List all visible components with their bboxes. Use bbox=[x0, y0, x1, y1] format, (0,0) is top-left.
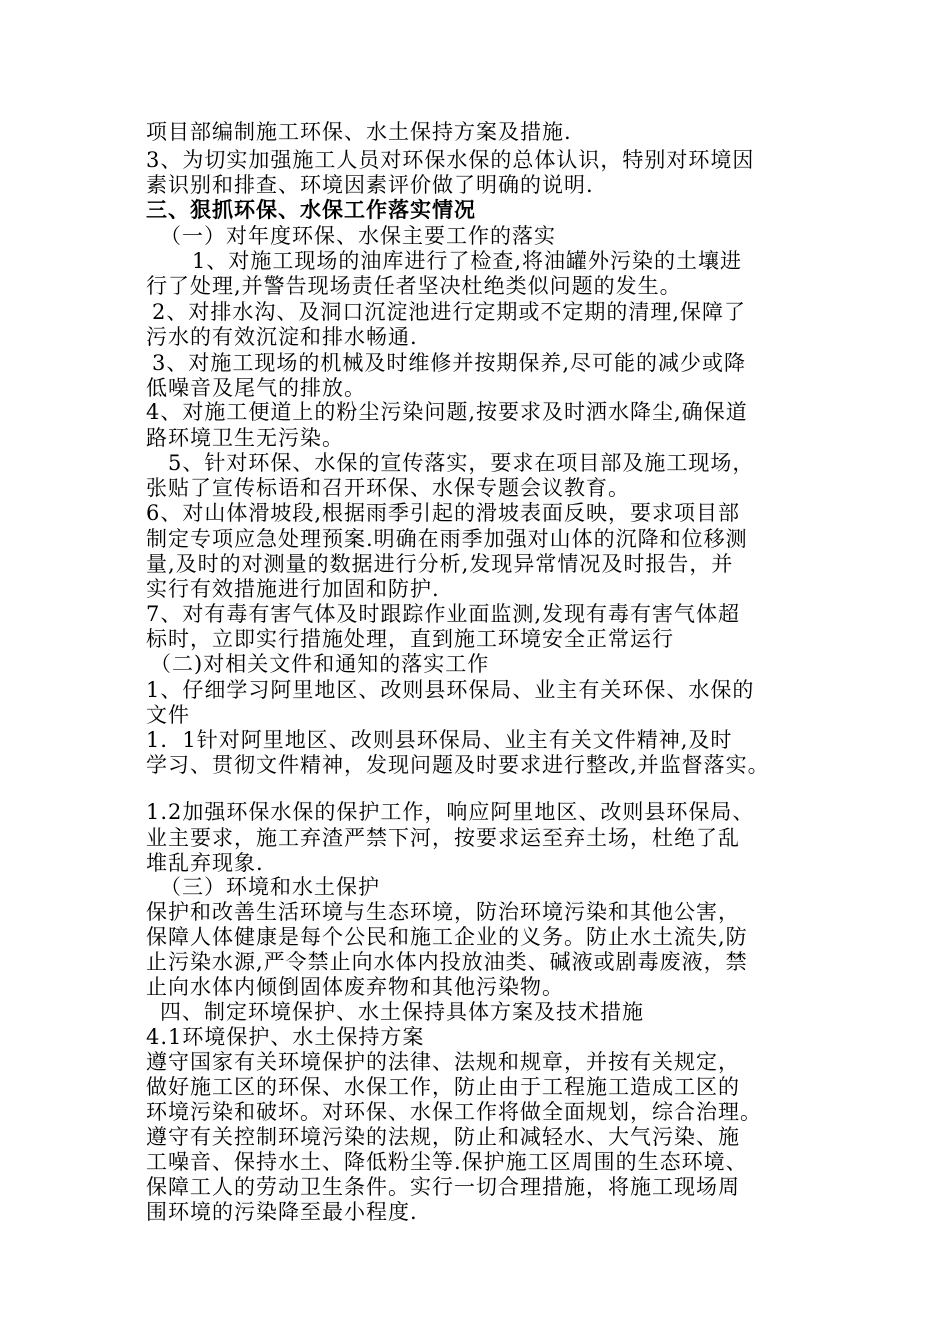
text-line: 3、为切实加强施工人员对环保水保的总体认识，特别对环境因 bbox=[146, 148, 755, 172]
text-line: 1、仔细学习阿里地区、改则县环保局、业主有关环保、水保的 bbox=[146, 678, 755, 702]
text-line: 制定专项应急处理预案.明确在雨季加强对山体的沉降和位移测 bbox=[146, 527, 748, 551]
text-line: 堆乱弃现象. bbox=[146, 851, 264, 875]
text-line: 行了处理,并警告现场责任者坚决杜绝类似问题的发生。 bbox=[146, 274, 682, 298]
subsection-heading: （二)对相关文件和通知的落实工作 bbox=[150, 652, 490, 676]
text-line: 张贴了宣传标语和召开环保、水保专题会议教育。 bbox=[146, 476, 630, 500]
text-line: 7、对有毒有害气体及时跟踪作业面监测,发现有毒有害气体超 bbox=[146, 602, 741, 626]
text-line: 保障工人的劳动卫生条件。实行一切合理措施，将施工现场周 bbox=[146, 1175, 740, 1199]
text-line: 工噪音、保持水土、降低粉尘等.保护施工区周围的生态环境、 bbox=[146, 1150, 748, 1174]
text-line: 环境污染和破坏。对环保、水保工作将做全面规划，综合治理。 bbox=[146, 1100, 762, 1124]
text-line: 学习、贯彻文件精神，发现问题及时要求进行整改,并监督落实。 bbox=[146, 753, 770, 777]
text-line: 保护和改善生活环境与生态环境，防治环境污染和其他公害， bbox=[146, 900, 740, 924]
text-line: 1、对施工现场的油库进行了检查,将油罐外污染的土壤进 bbox=[192, 249, 743, 273]
section-heading: 四、制定环境保护、水土保持具体方案及技术措施 bbox=[160, 1000, 644, 1024]
subsection-heading: （三）环境和水土保护 bbox=[160, 875, 380, 899]
text-line: 围环境的污染降至最小程度. bbox=[146, 1200, 418, 1224]
text-line: 1．1针对阿里地区、改则县环保局、业主有关文件精神,及时 bbox=[146, 728, 733, 752]
text-line: 6、对山体滑坡段,根据雨季引起的滑坡表面反映，要求项目部 bbox=[146, 501, 741, 525]
section-heading: 三、狠抓环保、水保工作落实情况 bbox=[146, 197, 476, 222]
text-line: 量,及时的对测量的数据进行分析,发现异常情况及时报告，并 bbox=[146, 552, 734, 576]
text-line: 止向水体内倾倒固体废弃物和其他污染物。 bbox=[146, 975, 564, 999]
text-line: 5、针对环保、水保的宣传落实，要求在项目部及施工现场， bbox=[168, 451, 755, 475]
text-line: 项目部编制施工环保、水土保持方案及措施. bbox=[146, 120, 572, 144]
text-line: 做好施工区的环保、水保工作，防止由于工程施工造成工区的 bbox=[146, 1075, 740, 1099]
text-line: 2、对排水沟、及洞口沉淀池进行定期或不定期的清理,保障了 bbox=[152, 300, 747, 324]
text-line: 污水的有效沉淀和排水畅通. bbox=[146, 325, 418, 349]
text-line: 素识别和排查、环境因素评价做了明确的说明. bbox=[146, 173, 594, 197]
subsection-heading: 4.1环境保护、水土保持方案 bbox=[146, 1025, 425, 1049]
text-line: 保障人体健康是每个公民和施工企业的义务。防止水土流失,防 bbox=[146, 925, 748, 949]
text-line: 业主要求，施工弃渣严禁下河，按要求运至弃土场，杜绝了乱 bbox=[146, 826, 740, 850]
text-line: 3、对施工现场的机械及时维修并按期保养,尽可能的减少或降 bbox=[152, 351, 747, 375]
text-line: 遵守有关控制环境污染的法规，防止和减轻水、大气污染、施 bbox=[146, 1125, 740, 1149]
text-line: 标时，立即实行措施处理，直到施工环境安全正常运行 bbox=[146, 627, 674, 651]
text-line: 实行有效措施进行加固和防护. bbox=[146, 577, 440, 601]
text-line: 止污染水源,严令禁止向水体内投放油类、碱液或剧毒废液，禁 bbox=[146, 950, 748, 974]
text-line: 1.2加强环保水保的保护工作，响应阿里地区、改则县环保局、 bbox=[146, 800, 755, 824]
text-line: 低噪音及尾气的排放。 bbox=[146, 376, 366, 400]
text-line: 文件 bbox=[146, 703, 190, 727]
text-line: 4、对施工便道上的粉尘污染问题,按要求及时洒水降尘,确保道 bbox=[146, 400, 748, 424]
text-line: 遵守国家有关环境保护的法律、法规和规章，并按有关规定， bbox=[146, 1050, 740, 1074]
text-line: 路环境卫生无污染。 bbox=[146, 426, 344, 450]
subsection-heading: （一）对年度环保、水保主要工作的落实 bbox=[160, 224, 556, 248]
